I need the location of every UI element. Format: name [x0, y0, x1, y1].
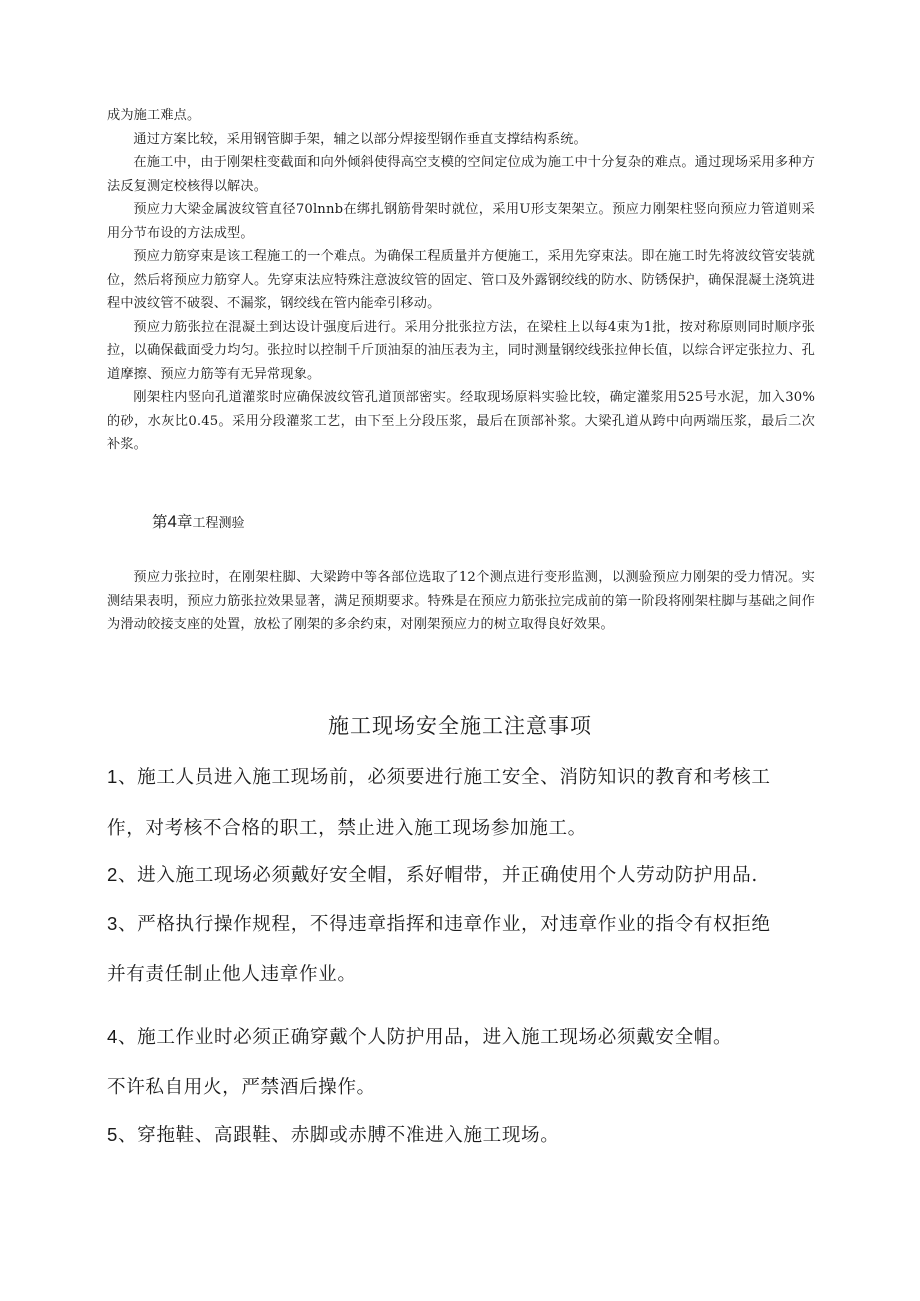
safety-item-1-continued: 作，对考核不合格的职工，禁止进入施工现场参加施工。 [107, 818, 587, 839]
chapter-suffix: 章 [176, 514, 193, 531]
chapter-title: 工程测验 [192, 515, 245, 530]
safety-section-title: 施工现场安全施工注意事项 [328, 714, 592, 738]
paragraph-threading: 预应力筋穿束是该工程施工的一个难点。为确保工程质量并方便施工，采用先穿束法。即在施工时先将波纹管安装就位，然后将预应力筋穿人。先穿束法应特殊注意波纹管的固定、管口及外露钢绞线的防水、防锈保护，确保混凝土浇筑进程中波纹管不破裂、不漏浆，钢绞线在管内能牵引移动。 [107, 249, 815, 311]
chapter-heading [152, 510, 245, 532]
chapter-number: 4 [167, 512, 177, 531]
paragraph-grouting: 刚架柱内竖向孔道灌浆时应确保波纹管孔道顶部密实。经取现场原料实验比较，确定灌浆用525号水泥，加入30%的砂，水灰比0.45。采用分段灌浆工艺，由下至上分段压浆，最后在顶部补浆。大梁孔道从跨中向两端压浆，最后二次补浆。 [107, 390, 815, 452]
safety-item-3 [107, 910, 827, 936]
safety-item-5 [107, 1121, 827, 1147]
safety-item-3-continued: 并有责任制止他人违章作业。 [107, 964, 357, 985]
safety-item-4 [107, 1023, 827, 1049]
item-number: 4 [107, 1026, 118, 1047]
paragraph-survey: 预应力张拉时，在刚架柱脚、大梁跨中等各部位选取了12个测点进行变形监测，以测验预应力刚架的受力情况。实测结果表明，预应力筋张拉效果显著，满足预期要求。特殊是在预应力筋张拉完成前的第一阶段将刚架柱脚与基础之间作为滑动皎接支座的处置，放松了刚架的多余约束，对刚架预应力的树立取得良好效果。 [107, 570, 815, 632]
item-number: 5 [107, 1124, 118, 1145]
paragraph-formwork: 在施工中，由于刚架柱变截面和向外倾斜使得高空支模的空间定位成为施工中十分复杂的难点。通过现场采用多种方法反复测定校核得以解决。 [107, 155, 815, 194]
paragraph-tensioning: 预应力筋张拉在混凝土到达设计强度后进行。采用分批张拉方法，在梁柱上以每4束为1批，按对称原则同时顺序张拉，以确保截面受力均匀。张拉时以控制千斤顶油泵的油压表为主，同时测量钢绞线张拉伸长值，以综合评定张拉力、孔道摩擦、预应力筋等有无异常现象。 [107, 319, 815, 382]
item-number: 3 [107, 913, 118, 934]
paragraph-continuation: 成为施工难点。 [107, 108, 201, 123]
paragraph-scaffold: 通过方案比较，采用钢管脚手架，辅之以部分焊接型钢作垂直支撑结构系统。 [133, 131, 587, 147]
item-text: 、施工作业时必须正确穿戴个人防护用品，进入施工现场必须戴安全帽。 [117, 1027, 733, 1048]
safety-item-2 [107, 861, 827, 887]
paragraph-corrugated-duct: 预应力大梁金属波纹管直径70lnnb在绑扎钢筋骨架时就位，采用U形支架架立。预应力刚架柱竖向预应力管道则采用分节布设的方法成型。 [107, 202, 815, 241]
chapter-prefix: 第 [152, 514, 168, 531]
item-number: 2 [107, 864, 118, 885]
item-number: 1 [107, 766, 118, 787]
item-text: 、进入施工现场必须戴好安全帽，系好帽带，并正确使用个人劳动防护用品. [117, 865, 758, 886]
item-text: 、严格执行操作规程，不得违章指挥和违章作业，对违章作业的指令有权拒绝 [117, 914, 771, 935]
construction-text-block [107, 104, 815, 457]
safety-item-1 [107, 763, 827, 789]
item-text: 、穿拖鞋、高跟鞋、赤脚或赤膊不准进入施工现场。 [117, 1125, 560, 1146]
item-text: 、施工人员进入施工现场前，必须要进行施工安全、消防知识的教育和考核工 [117, 767, 771, 788]
survey-text-block [107, 566, 815, 637]
safety-item-4-continued: 不许私自用火，严禁酒后操作。 [107, 1077, 376, 1098]
